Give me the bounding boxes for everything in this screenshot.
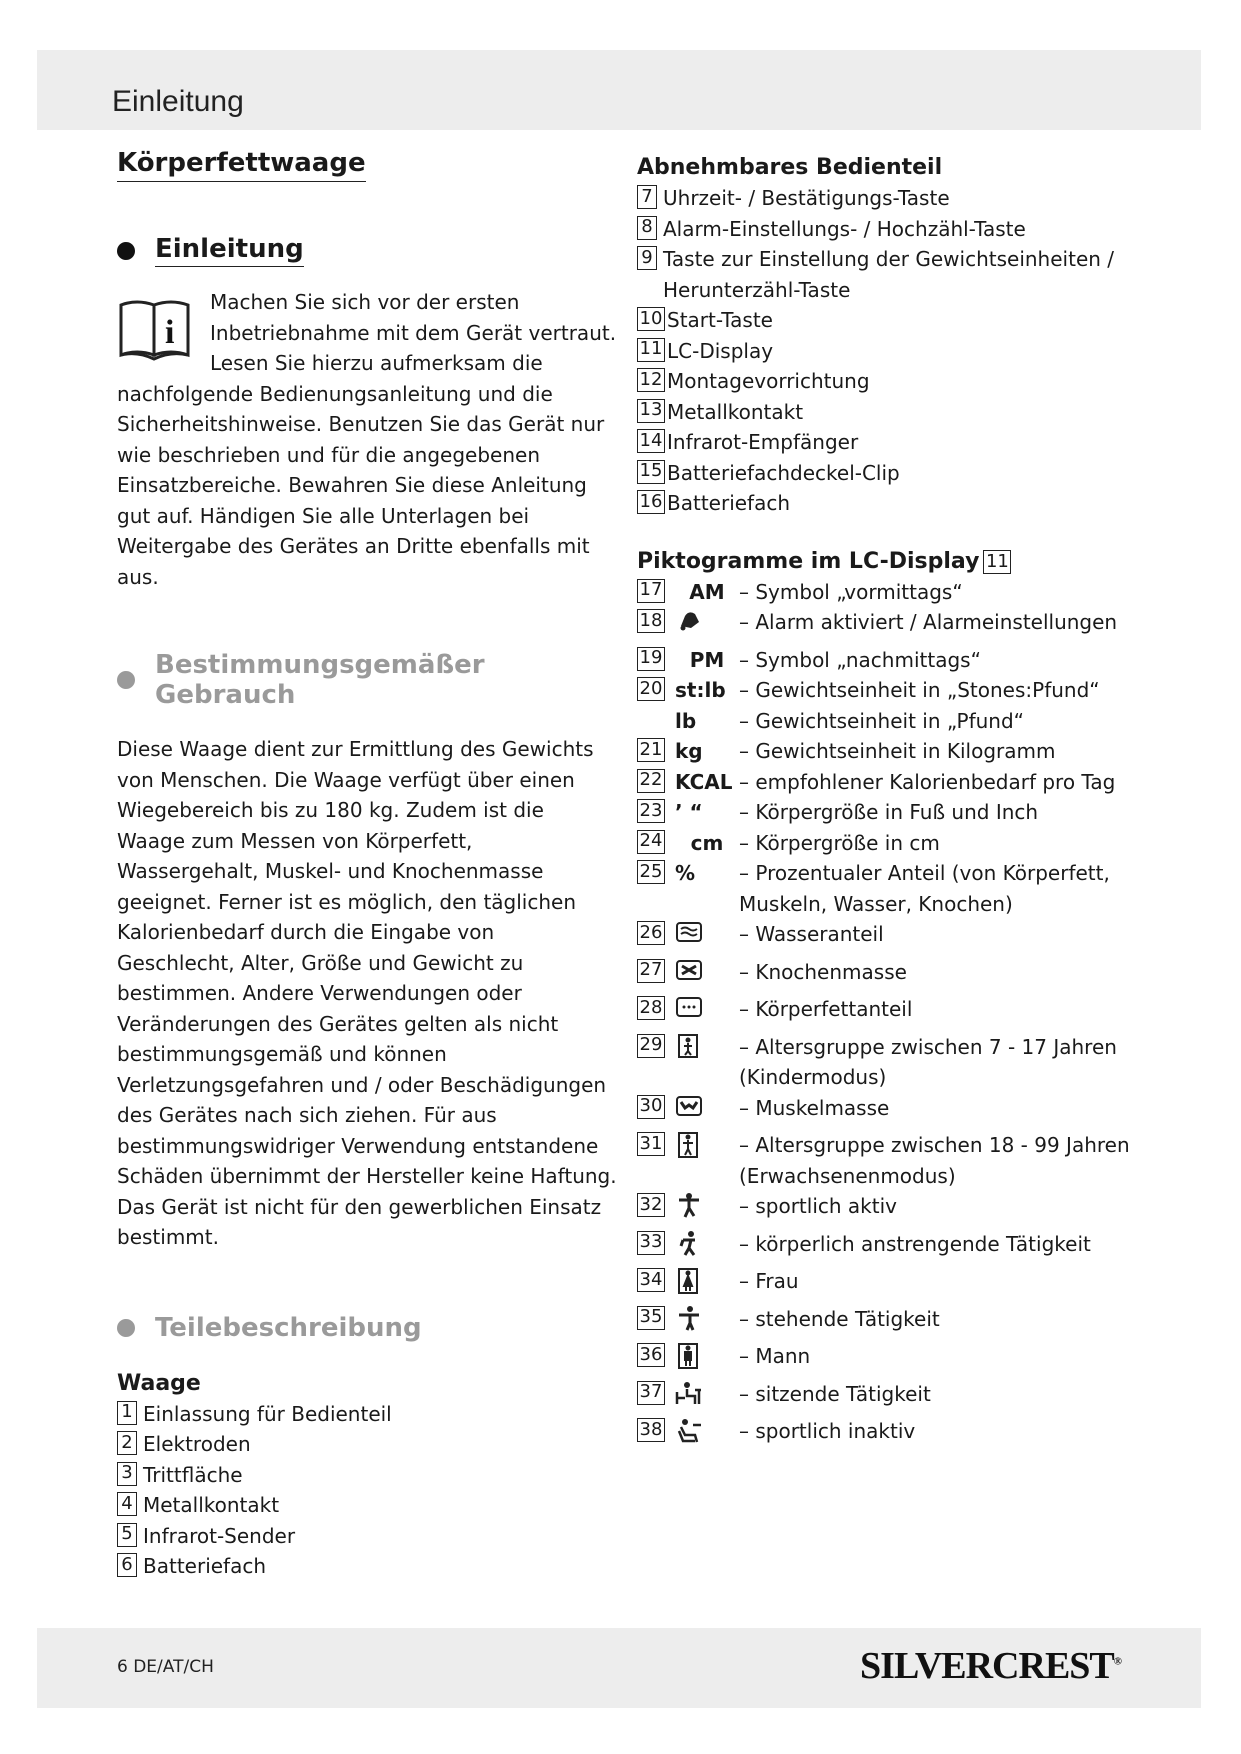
item-label: Metallkontakt	[667, 399, 804, 424]
piktogramme-title: Piktogramme im LC-Display	[637, 548, 980, 574]
item-label: Alarm-Einstellungs- / Hochzähl-Taste	[663, 216, 1026, 241]
section-gebrauch	[117, 650, 617, 710]
pictogram-description: – Körpergröße in Fuß und Inch	[739, 800, 1039, 824]
item-number: 9	[637, 246, 657, 270]
pictogram-list	[637, 577, 1177, 1454]
pictogram-symbol: KCAL	[675, 769, 733, 794]
pictogram-symbol: %	[675, 861, 696, 885]
bone-icon	[675, 957, 739, 995]
item-number: 31	[637, 1132, 665, 1156]
pictogram-symbol: st:lb	[675, 678, 726, 702]
item-number: 17	[637, 579, 665, 603]
section-einleitung-title: Einleitung	[155, 234, 304, 267]
right-column	[637, 153, 1177, 1454]
item-number: 34	[637, 1268, 665, 1292]
bedienteil-item	[637, 336, 1177, 367]
item-number: 10	[637, 307, 665, 331]
item-number: 30	[637, 1095, 665, 1119]
pictogram-item	[637, 1229, 1177, 1267]
pictogram-item	[637, 797, 1177, 828]
main-title: Körperfettwaage	[117, 148, 366, 182]
pictogram-symbol: kg	[675, 739, 703, 763]
piktogramme-heading	[637, 547, 1177, 577]
item-number: 24	[637, 830, 665, 854]
item-label: Batteriefach	[143, 1554, 267, 1578]
page-number: 6 DE/AT/CH	[117, 1657, 214, 1677]
item-label: Metallkontakt	[143, 1493, 280, 1517]
pictogram-item	[637, 1093, 1177, 1131]
heavy-activity-icon	[675, 1229, 739, 1267]
item-label: Infrarot-Empfänger	[667, 430, 859, 454]
water-icon	[675, 919, 739, 957]
item-number: 5	[117, 1523, 137, 1547]
item-label: Elektroden	[143, 1432, 251, 1456]
header-title: Einleitung	[112, 85, 244, 118]
item-number: 2	[117, 1431, 137, 1455]
pictogram-description: – Gewichtseinheit in Kilogramm	[739, 739, 1056, 763]
piktogramme-ref-number: 11	[983, 550, 1011, 574]
item-number: 28	[637, 996, 665, 1020]
waage-item	[117, 1551, 617, 1582]
bullet-icon	[117, 1319, 135, 1337]
bedienteil-item	[637, 458, 1177, 489]
item-label: Batteriefachdeckel-Clip	[667, 460, 900, 485]
item-number: 12	[637, 368, 665, 392]
pictogram-description: – Knochenmasse	[739, 959, 907, 984]
waage-parts-list	[117, 1399, 617, 1582]
bullet-icon	[117, 671, 135, 689]
waage-item	[117, 1521, 617, 1552]
bedienteil-item	[637, 183, 1177, 214]
item-number: 11	[637, 338, 665, 362]
item-number: 25	[637, 860, 665, 884]
pictogram-item	[637, 645, 1177, 676]
pictogram-description: – Gewichtseinheit in „Stones:Pfund“	[739, 678, 1100, 702]
pictogram-symbol: AM	[689, 579, 725, 604]
item-number: 37	[637, 1381, 665, 1405]
pictogram-description: – Frau	[739, 1269, 799, 1293]
pictogram-symbol: PM	[689, 647, 725, 672]
bedienteil-title: Abnehmbares Bedienteil	[637, 155, 943, 180]
waage-item	[117, 1399, 617, 1430]
alarm-bell-icon	[675, 607, 739, 645]
pictogram-item	[637, 577, 1177, 608]
pictogram-symbol: cm	[690, 830, 724, 855]
item-label: Montagevorrichtung	[667, 369, 870, 393]
bedienteil-parts-list	[637, 183, 1177, 519]
pictogram-item	[637, 1130, 1177, 1191]
waage-item	[117, 1429, 617, 1460]
pictogram-description: – Körpergröße in cm	[739, 830, 940, 855]
pictogram-item	[637, 736, 1177, 767]
item-label: Einlassung für Bedienteil	[143, 1401, 392, 1426]
item-number: 4	[117, 1492, 137, 1516]
bedienteil-item	[637, 244, 1177, 305]
pictogram-description: – körperlich anstrengende Tätigkeit	[739, 1231, 1091, 1256]
item-number: 22	[637, 769, 665, 793]
item-number: 36	[637, 1343, 665, 1367]
gebrauch-paragraph: Diese Waage dient zur Ermittlung des Gewichts von Menschen. Die Waage verfügt über einen Wiegebereich bis zu 180 kg. Zudem ist die Waage zum Messen von Körperfett, Wassergehalt, Muskel- und Knochenmasse geeignet. Ferner ist es möglich, den täglichen Kalorienbedarf durch die Eingabe von Geschlecht, Alter, Größe und Gewicht zu bestimmen. Andere Verwendungen oder Veränderungen des Gerätes gelten als nicht bestimmungsgemäß und können Verletzungsgefahren und / oder Beschädigungen des Gerätes nach sich ziehen. Für aus bestimmungswidriger Verwendung entstandene Schäden übernimmt der Hersteller keine Haftung. Das Gerät ist nicht für den gewerblichen Einsatz bestimmt.	[117, 737, 617, 1249]
bedienteil-item	[637, 214, 1177, 245]
pictogram-item	[637, 675, 1177, 706]
bedienteil-item	[637, 305, 1177, 336]
bedienteil-item	[637, 366, 1177, 397]
item-number: 8	[637, 216, 657, 240]
pictogram-item	[637, 607, 1177, 645]
info-book-icon	[117, 293, 192, 363]
section-einleitung	[117, 234, 617, 267]
inactive-icon	[675, 1416, 739, 1454]
pictogram-item	[637, 1032, 1177, 1093]
pictogram-item	[637, 919, 1177, 957]
pictogram-description: – Altersgruppe zwischen 18 - 99 Jahren (Erwachsenenmodus)	[739, 1133, 1130, 1188]
pictogram-item	[637, 767, 1177, 798]
item-number: 26	[637, 921, 665, 945]
item-number: 6	[117, 1553, 137, 1577]
pictogram-description: – Prozentualer Anteil (von Körperfett, Muskeln, Wasser, Knochen)	[739, 861, 1110, 916]
item-number: 1	[117, 1401, 137, 1425]
item-number: 33	[637, 1231, 665, 1255]
bedienteil-item	[637, 427, 1177, 458]
athlete-active-icon	[675, 1191, 739, 1229]
adult-icon	[675, 1130, 739, 1168]
pictogram-item	[637, 1416, 1177, 1454]
pictogram-description: – Mann	[739, 1344, 811, 1368]
muscle-icon	[675, 1093, 739, 1131]
waage-item	[117, 1490, 617, 1521]
body-fat-icon	[675, 994, 739, 1032]
pictogram-symbol: lb	[675, 708, 697, 733]
item-label: Infrarot-Sender	[143, 1523, 296, 1548]
pictogram-description: – Muskelmasse	[739, 1095, 890, 1120]
pictogram-description: – sportlich inaktiv	[739, 1419, 916, 1443]
left-column	[117, 148, 617, 1582]
item-label: Start-Taste	[667, 308, 773, 332]
pictogram-description: – Altersgruppe zwischen 7 - 17 Jahren (Kindermodus)	[739, 1034, 1117, 1089]
footer-bar	[37, 1628, 1201, 1708]
intro-paragraph	[117, 287, 617, 592]
section-teile	[117, 1313, 617, 1343]
pictogram-item	[637, 957, 1177, 995]
sitting-activity-icon	[675, 1379, 739, 1417]
standing-activity-icon	[675, 1304, 739, 1342]
pictogram-item	[637, 1266, 1177, 1304]
pictogram-description: – empfohlener Kalorienbedarf pro Tag	[739, 769, 1116, 794]
pictogram-description: – Körperfettanteil	[739, 997, 913, 1021]
item-number: 35	[637, 1306, 665, 1330]
man-icon	[675, 1341, 739, 1379]
item-label: Taste zur Einstellung der Gewichtseinheiten / Herunterzähl-Taste	[663, 247, 1115, 302]
item-number: 27	[637, 959, 665, 983]
pictogram-item	[637, 828, 1177, 859]
pictogram-item	[637, 1191, 1177, 1229]
pictogram-item	[637, 706, 1177, 737]
pictogram-description: – Symbol „nachmittags“	[739, 647, 981, 672]
item-number: 16	[637, 490, 665, 514]
section-teile-title: Teilebeschreibung	[155, 1312, 422, 1343]
item-number: 38	[637, 1418, 665, 1442]
pictogram-description: – Symbol „vormittags“	[739, 579, 963, 604]
item-label: Trittfläche	[143, 1462, 243, 1487]
item-number: 14	[637, 429, 665, 453]
pictogram-description: – sportlich aktiv	[739, 1194, 897, 1218]
item-label: Batteriefach	[667, 491, 791, 515]
bedienteil-item	[637, 488, 1177, 519]
item-label: Uhrzeit- / Bestätigungs-Taste	[663, 186, 950, 210]
item-label: LC-Display	[667, 338, 774, 363]
item-number: 32	[637, 1193, 665, 1217]
waage-title: Waage	[117, 1370, 201, 1396]
pictogram-item	[637, 858, 1177, 919]
pictogram-description: – Gewichtseinheit in „Pfund“	[739, 708, 1025, 733]
item-number: 7	[637, 185, 657, 209]
pictogram-item	[637, 994, 1177, 1032]
pictogram-description: – Wasseranteil	[739, 922, 884, 946]
item-number: 21	[637, 738, 665, 762]
item-number: 23	[637, 799, 665, 823]
pictogram-symbol: ’ “	[675, 800, 703, 824]
pictogram-item	[637, 1304, 1177, 1342]
item-number: 19	[637, 647, 665, 671]
svg-text:i: i	[165, 314, 175, 351]
pictogram-description: – sitzende Tätigkeit	[739, 1381, 931, 1406]
woman-icon	[675, 1266, 739, 1304]
item-number: 20	[637, 677, 665, 701]
silvercrest-logo: SILVERCREST®	[860, 1645, 1121, 1687]
waage-item	[117, 1460, 617, 1491]
bedienteil-item	[637, 397, 1177, 428]
section-gebrauch-title: Bestimmungsgemäßer Gebrauch	[155, 650, 485, 710]
child-icon	[675, 1032, 739, 1070]
intro-text: Machen Sie sich vor der ersten Inbetriebnahme mit dem Gerät vertraut. Lesen Sie hierzu aufmerksam die nachfolgende Bedienungsanleitung und die Sicherheitshinweise. Benutzen Sie das Gerät nur wie beschrieben und für die angegebenen Einsatzbereiche. Bewahren Sie diese Anleitung gut auf. Händigen Sie alle Unterlagen bei Weitergabe des Gerätes an Dritte ebenfalls mit aus.	[117, 290, 617, 589]
pictogram-item	[637, 1341, 1177, 1379]
pictogram-description: – stehende Tätigkeit	[739, 1306, 940, 1331]
item-number: 3	[117, 1462, 137, 1486]
item-number: 18	[637, 609, 665, 633]
item-number: 13	[637, 399, 665, 423]
pictogram-description: – Alarm aktiviert / Alarmeinstellungen	[739, 610, 1118, 634]
header-bar	[37, 50, 1201, 130]
item-number: 15	[637, 460, 665, 484]
bullet-icon	[117, 242, 135, 260]
pictogram-item	[637, 1379, 1177, 1417]
item-number: 29	[637, 1034, 665, 1058]
